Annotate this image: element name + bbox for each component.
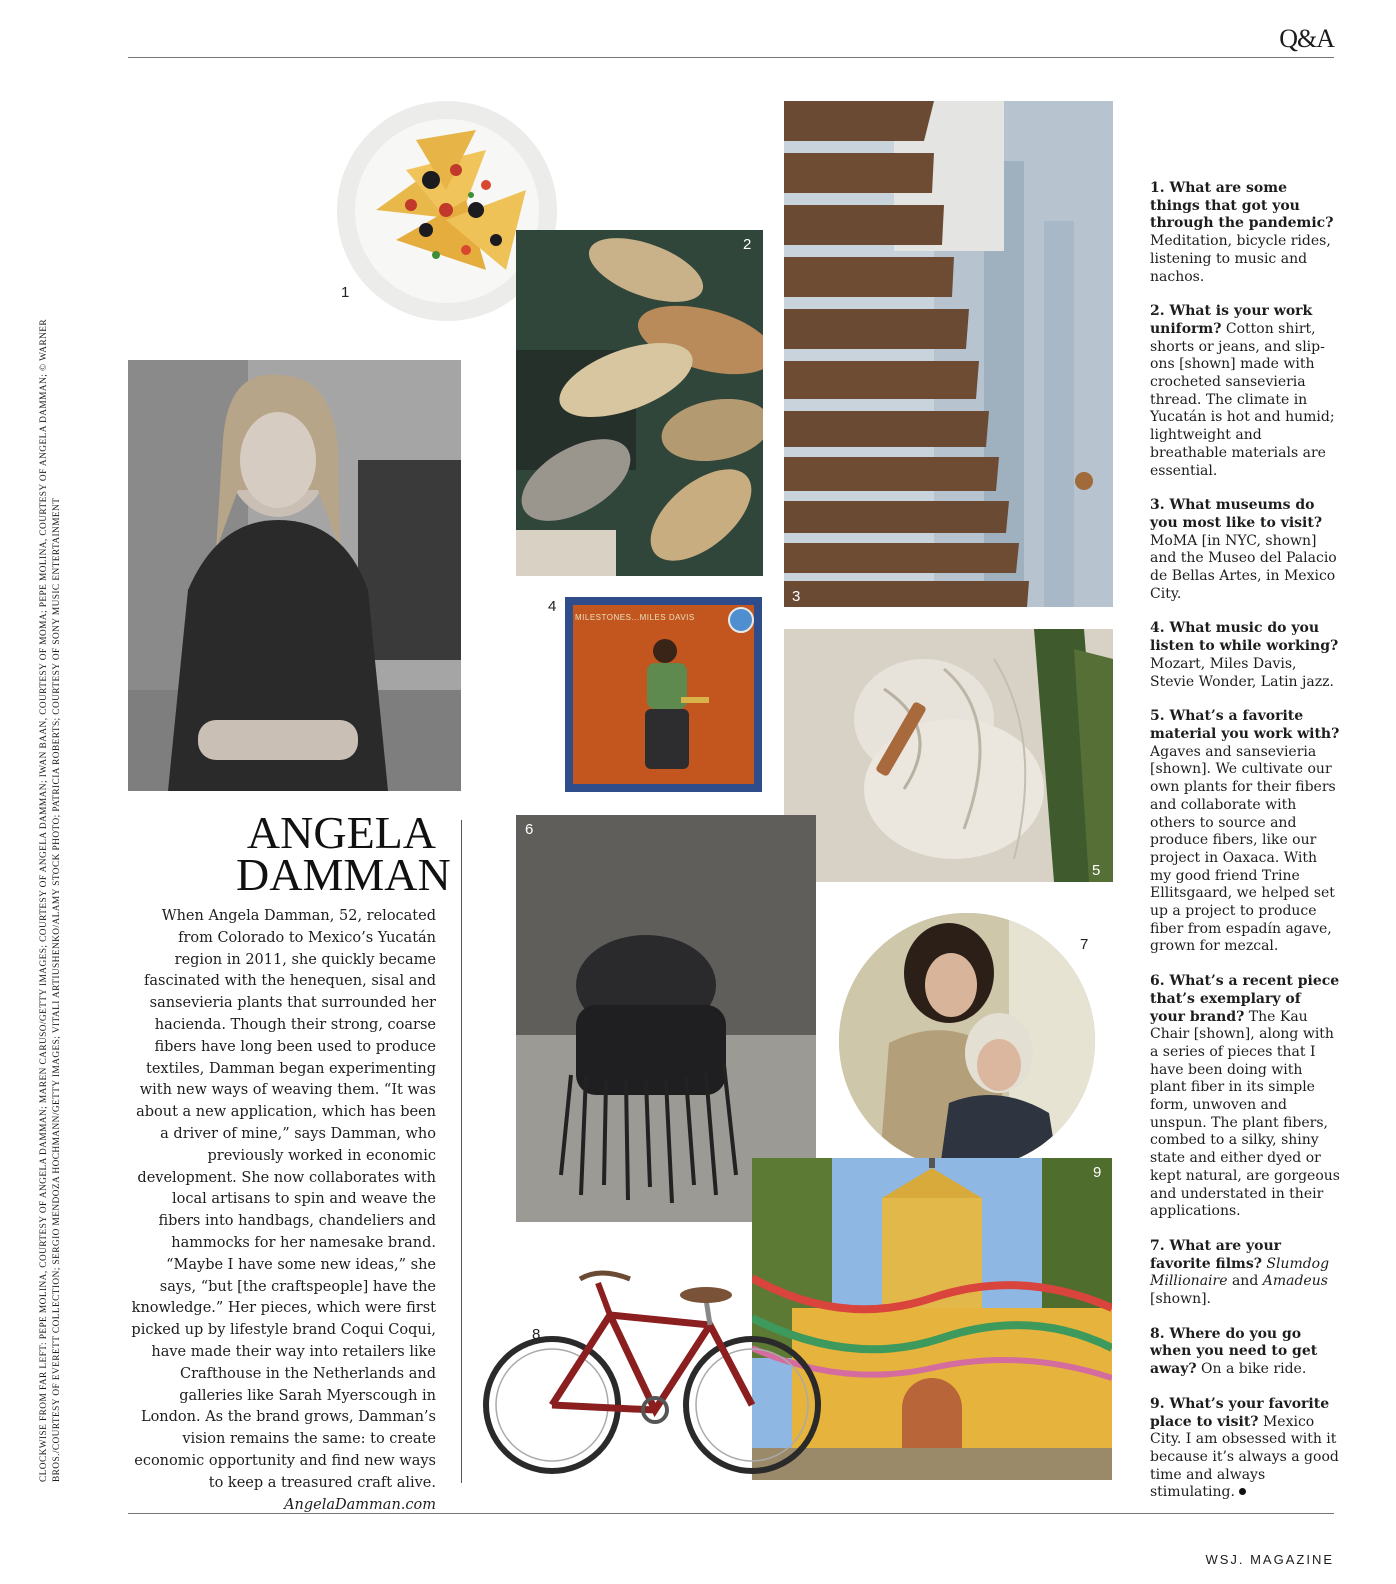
album-label-badge [728,607,754,633]
answer: Meditation, bicycle rides, listening to music and nachos. [1150,233,1331,285]
title-last-name: DAMMAN [236,849,451,900]
photo-bicycle [480,1265,825,1490]
photo-moma-stairs [784,101,1113,607]
answer: The Kau Chair [shown], along with a series of pieces that I have been doing with plant fiber in its simple form, unwoven and unspun. The plant fibers, combed to a silky, shiny state and either dyed or kept natural, are gorgeous and understated in their applications. [1150,1008,1340,1220]
photo-number-9: 9 [1093,1164,1102,1181]
question: 9. What’s your favorite place to visit? [1150,1395,1330,1430]
question: 3. What museums do you most like to visit? [1150,497,1323,531]
qa-item [1150,1396,1340,1502]
photo-number-8: 8 [532,1326,541,1343]
qa-item [1150,303,1340,480]
qa-item [1150,620,1340,691]
title-first-name: ANGELA [246,807,436,858]
photo-number-5: 5 [1092,862,1101,879]
answer: On a bike ride. [1201,1361,1307,1378]
intro-text: When Angela Damman, 52, relocated from Colorado to Mexico’s Yucatán region in 2011, she quickly became fascinated with the henequen, sisal and sansevieria plants that surrounded her hacienda. Though their strong, coarse fibers have long been used to produce textiles, Damman began experimenting with new ways of weaving them. “It was about a new application, which has been a driver of mine,” says Damman, who previously worked in economic development. She now collaborates with local artisans to spin and weave the fibers into handbags, chandeliers and hammocks for her namesake brand. “Maybe I have some new ideas,” she says, “but [the craftspeople] have the knowledge.” Her pieces, which were first picked up by lifestyle brand Coqui Coqui, have made their way into retailers like Crafthouse in the Netherlands and galleries like Sarah Myerscough in London. As the brand grows, Damman’s vision remains the same: to create economic opportunity and find new ways to keep a treasured craft alive. [131,908,436,1491]
photo-agave-fibers [784,629,1113,882]
section-label: Q&A [1279,24,1334,53]
answer-conjunction: and [1231,1273,1259,1290]
qa-item [1150,497,1340,603]
film-title: Slumdog Millionaire [1150,1255,1330,1290]
photo-number-7: 7 [1080,936,1089,953]
photo-amadeus-still [836,910,1098,1172]
answer: Mozart, Miles Davis, Stevie Wonder, Latin jazz. [1150,655,1334,690]
intro-paragraph [126,906,436,1516]
question: 7. What are your favorite films? [1150,1237,1282,1272]
answer: Agaves and sansevieria [shown]. We cultivate our own plants for their fibers and collaborate with others to source and produce fibers, like our project in Oaxaca. With my good friend Trine Ellitsgaard, we helped set up a project to produce fiber from espadín agave, grown for mezcal. [1150,743,1336,955]
question: 5. What’s a favorite material you work with? [1150,708,1340,742]
question: 1. What are some things that got you through the pandemic? [1150,180,1334,232]
publication-name: WSJ. MAGAZINE [1205,1552,1334,1567]
header-rule [128,57,1334,58]
photo-slip-ons [516,230,763,576]
photo-number-4: 4 [548,598,557,615]
answer: Mexico City. I am obsessed with it because it’s always a good time and always stimulating. [1150,1413,1339,1501]
qa-item [1150,1326,1340,1379]
question: 2. What is your work uniform? [1150,303,1313,337]
column-divider [461,820,462,1483]
photo-number-3: 3 [792,588,801,605]
film-title: Amadeus [1262,1273,1328,1290]
answer: Cotton shirt, shorts or jeans, and slip-ons [shown] made with crocheted sansevieria thread. The climate in Yucatán is hot and humid; lightweight and breathable materials are essential. [1150,320,1335,479]
qa-item [1150,1238,1340,1309]
question: 8. Where do you go when you need to get away? [1150,1325,1318,1378]
question: 6. What’s a recent piece that’s exemplary of your brand? [1150,973,1340,1025]
question: 4. What music do you listen to while working? [1150,620,1339,655]
photo-number-1: 1 [341,284,350,301]
qa-item [1150,180,1340,286]
photo-credits: CLOCKWISE FROM FAR LEFT: PEPE MOLINA, COURTESY OF ANGELA DAMMAN; MAREN CARUSO/GETTY IMAGES; COURTESY OF ANGELA DAMMAN; IWAN BAAN, COURTESY OF MOMA; PEPE MOLINA, COURTESY OF ANGELA DAMMAN; © WARNER BROS./COURTESY OF EVERETT COLLECTION; SERGIO MENDOZA HOCHMANN/GETTY IMAGES; VITALI ARTIUSHENKO/ALAMY STOCK PHOTO; PATRICIA ROBERTS; COURTESY OF SONY MUSIC ENTERTAINMENT [39,318,62,1482]
brand-website-link[interactable]: AngelaDamman.com [284,1496,436,1513]
photo-portrait [128,360,461,791]
end-mark-icon [1239,1488,1246,1495]
album-title: MILESTONES...MILES DAVIS [575,613,695,622]
photo-number-6: 6 [525,821,534,838]
article-title [236,807,451,900]
answer: MoMA [in NYC, shown] and the Museo del Palacio de Bellas Artes, in Mexico City. [1150,532,1337,602]
qa-column [1150,180,1340,1519]
qa-item [1150,973,1340,1221]
answer-note: [shown]. [1150,1291,1212,1308]
qa-item [1150,708,1340,956]
album-figure [625,637,715,787]
photo-number-2: 2 [743,236,752,253]
photo-milestones-album [565,597,762,792]
